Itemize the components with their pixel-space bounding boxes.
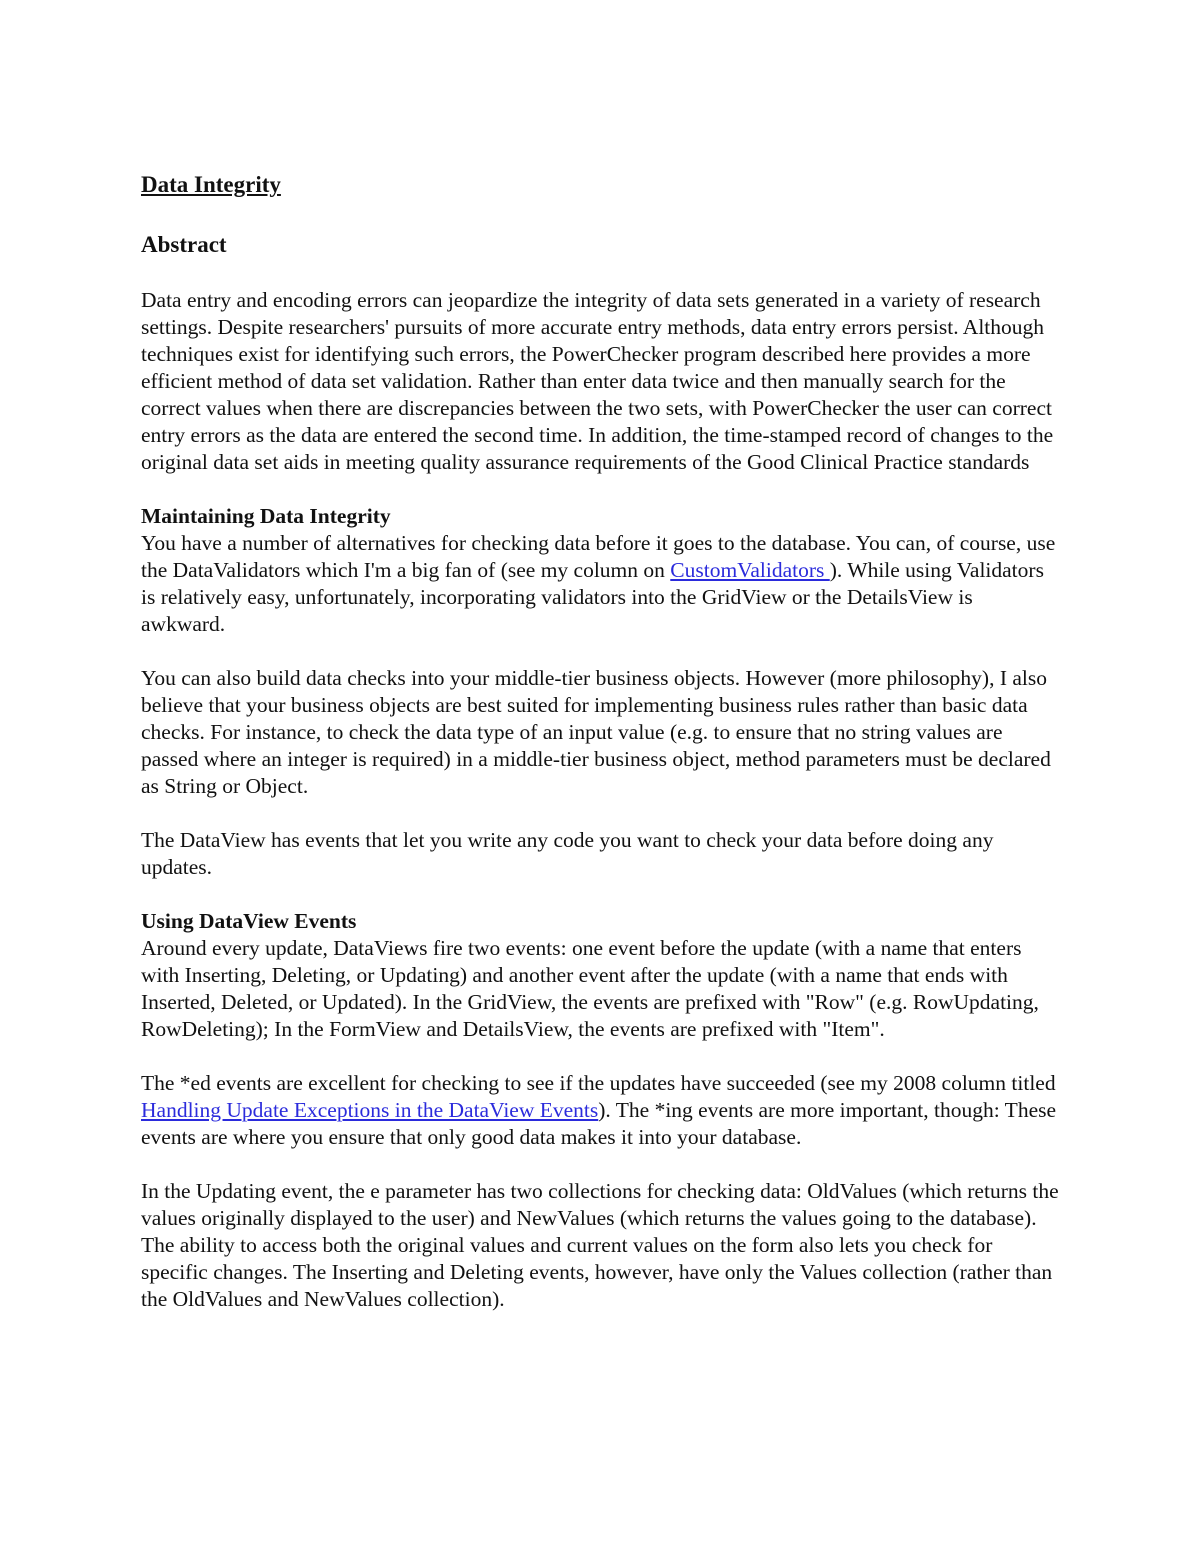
paragraph-business-objects: You can also build data checks into your middle-tier business objects. However (more philosophy), I also believe that your business objects are best suited for implementing business rules rather than basic data checks. For instance, to check the data type of an input value (e.g. to ensure that no string values are passed where an integer is required) in a middle-tier business object, method parameters must be declared as String or Object. xyxy=(141,666,1051,798)
custom-validators-link[interactable]: CustomValidators xyxy=(670,558,830,582)
abstract-heading: Abstract xyxy=(141,232,227,257)
document-title: Data Integrity xyxy=(141,172,281,197)
paragraph-update-events: Around every update, DataViews fire two events: one event before the update (with a name that enters with Inserting, Deleting, or Updating) and another event after the update (with a name that ends with Inserted, Deleted, or Updated). In the GridView, the events are prefixed with "Row" (e.g. RowUpdating, RowDeleting); In the FormView and DetailsView, the events are prefixed with "Item". xyxy=(141,936,1039,1041)
paragraph-ed-events xyxy=(141,1070,1061,1151)
paragraph-text: ). While using Validators is relatively easy, unfortunately, incorporating validators into the GridView or the DetailsView is awkward. xyxy=(141,558,1044,636)
paragraph-dataview-events-intro: The DataView has events that let you write any code you want to check your data before doing any updates. xyxy=(141,828,994,879)
handling-update-exceptions-link[interactable]: Handling Update Exceptions in the DataView Events xyxy=(141,1098,599,1122)
paragraph-validators xyxy=(141,530,1061,638)
paragraph-text: ). The *ing events are more important, though: These events are where you ensure that only good data makes it into your database. xyxy=(141,1098,1057,1149)
paragraph-text: The *ed events are excellent for checking to see if the updates have succeeded (see my 2008 column titled xyxy=(141,1071,1056,1095)
section-heading-using-dataview-events: Using DataView Events xyxy=(141,909,357,933)
document-page xyxy=(141,168,1061,1340)
section-heading-maintaining-data-integrity: Maintaining Data Integrity xyxy=(141,504,391,528)
paragraph-updating-event: In the Updating event, the e parameter has two collections for checking data: OldValues (which returns the values originally displayed to the user) and NewValues (which returns the values going to the database). The ability to access both the original values and current values on the form also lets you check for specific changes. The Inserting and Deleting events, however, have only the Values collection (rather than the OldValues and NewValues collection). xyxy=(141,1179,1059,1311)
paragraph-text: You have a number of alternatives for checking data before it goes to the database. You can, of course, use the DataValidators which I'm a big fan of (see my column on xyxy=(141,531,1056,582)
abstract-paragraph: Data entry and encoding errors can jeopardize the integrity of data sets generated in a variety of research settings. Despite researchers' pursuits of more accurate entry methods, data entry errors persist. Although techniques exist for identifying such errors, the PowerChecker program described here provides a more efficient method of data set validation. Rather than enter data twice and then manually search for the correct values when there are discrepancies between the two sets, with PowerChecker the user can correct entry errors as the data are entered the second time. In addition, the time-stamped record of changes to the original data set aids in meeting quality assurance requirements of the Good Clinical Practice standards xyxy=(141,288,1054,474)
